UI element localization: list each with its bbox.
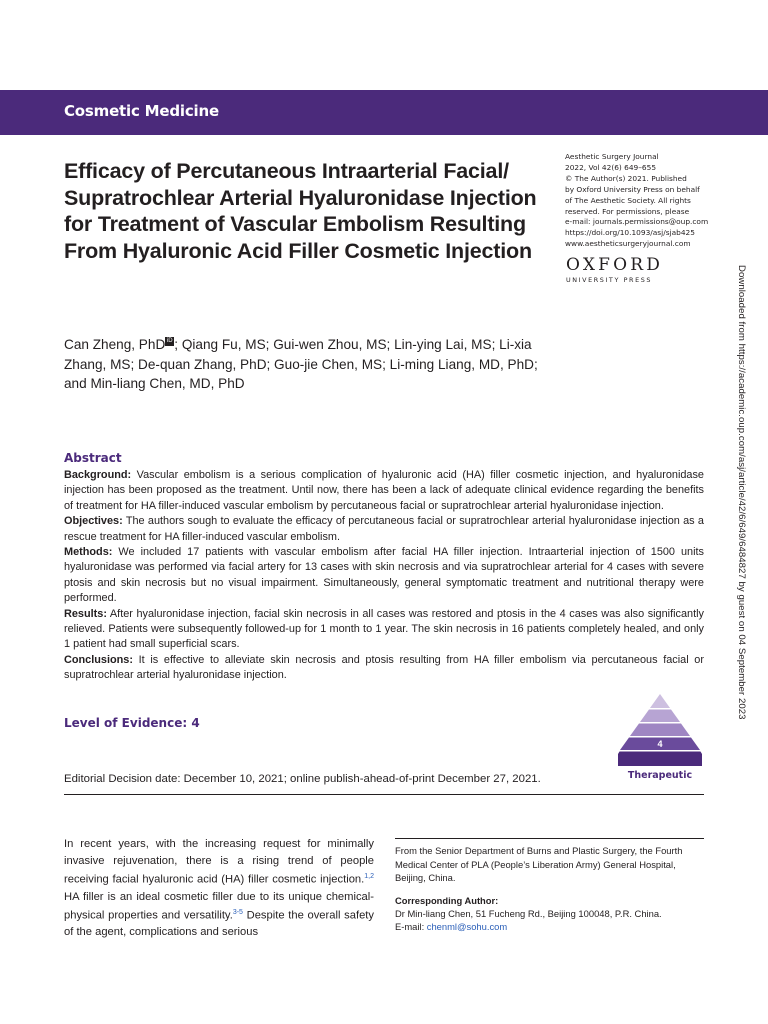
editorial-decision: Editorial Decision date: December 10, 2021; online publish-ahead-of-print December 27, 2021. bbox=[64, 773, 541, 785]
journal-info-line[interactable]: www.aestheticsurgeryjournal.com bbox=[565, 239, 691, 249]
abstract-section-label: Background: bbox=[64, 469, 132, 481]
journal-info-line: by Oxford University Press on behalf bbox=[565, 184, 700, 194]
pyramid-level-number: 4 bbox=[657, 739, 663, 749]
abstract-section-label: Conclusions: bbox=[64, 653, 133, 666]
citation-link[interactable]: 3-5 bbox=[232, 909, 243, 917]
abstract-background bbox=[64, 468, 704, 514]
abstract-heading: Abstract bbox=[64, 451, 122, 465]
abstract-section-text: We included 17 patients with vascular embolism after facial HA filler injection. Intraarterial injection of 1500 units hyaluronidase was performed via facial artery for 13 cases with skin necrosis and via supratrochlear arterial for 4 cases with severe ptosis and skin necrosis but no visual impairment. Simultaneously, general symptomatic treatment and nutritional therapy were performed. bbox=[64, 546, 704, 605]
oxford-logo-sub: UNIVERSITY PRESS bbox=[566, 276, 653, 284]
orcid-icon[interactable]: iD bbox=[166, 338, 173, 344]
intro-text: In recent years, with the increasing request for minimally invasive rejuvenation, there is a rising trend of people receiving facial hyaluronic acid (HA) filler cosmetic injection. bbox=[64, 838, 374, 886]
divider bbox=[64, 794, 704, 795]
affiliation: From the Senior Department of Burns and Plastic Surgery, the Fourth Medical Center of PLA (People’s Liberation Army) General Hospital, Beijing, China. bbox=[395, 845, 683, 884]
journal-info bbox=[565, 152, 715, 250]
author-list bbox=[64, 335, 564, 394]
email-link[interactable]: chenml@sohu.com bbox=[426, 920, 508, 932]
corresponding-address: Dr Min-liang Chen, 51 Fucheng Rd., Beijing 100048, P.R. China. bbox=[395, 908, 662, 919]
journal-info-line[interactable]: https://doi.org/10.1093/asj/sjab425 bbox=[565, 228, 695, 238]
pyramid-tier-3 bbox=[630, 724, 690, 737]
abstract-section-label: Methods: bbox=[64, 546, 113, 559]
section-banner bbox=[0, 90, 768, 135]
pyramid-tier-2 bbox=[640, 710, 680, 723]
oxford-logo: OXFORD bbox=[566, 255, 664, 275]
abstract-section-text: After hyaluronidase injection, facial skin necrosis in all cases was restored and ptosis in the 4 cases was also significantly relieved. Patients were subsequently followed-up for 1 month to 1 year. The skin necrosis in 16 patients completely healed, and only 1 patient had small superficial scars. bbox=[64, 607, 704, 651]
article-title: Efficacy of Percutaneous Intraarterial Facial/ Supratrochlear Arterial Hyaluronidase Injection for Treatment of Vascular Embolism Resulting From Hyaluronic Acid Filler Cosmetic Injection bbox=[64, 159, 537, 263]
journal-info-line: of The Aesthetic Society. All rights bbox=[565, 195, 691, 205]
section-title: Cosmetic Medicine bbox=[64, 102, 219, 120]
abstract-section-label: Objectives: bbox=[64, 515, 123, 528]
other-authors: ; Qiang Fu, MS; Gui-wen Zhou, MS; Lin-ying Lai, MS; Li-xia Zhang, MS; De-quan Zhang, PhD; Guo-jie Chen, MS; Li-ming Liang, MD, PhD; and Min-liang Chen, MD, PhD bbox=[64, 337, 538, 391]
abstract-section-label: Results: bbox=[64, 607, 107, 620]
email-label: E-mail: bbox=[395, 920, 427, 932]
abstract-section-text: Vascular embolism is a serious complication of hyaluronic acid (HA) filler cosmetic injection, and hyaluronidase injection has been proposed as the treatment. Until now, there has been a lack of adequate clinical evidence regarding the benefits of treatment for HA filler-induced vascular embolism by percutaneous facial or supratrochlear arterial hyaluronidase injection. bbox=[64, 469, 704, 512]
abstract-objectives bbox=[64, 514, 704, 545]
journal-info-line: reserved. For permissions, please bbox=[565, 206, 690, 216]
pyramid-caption: Therapeutic bbox=[627, 770, 693, 781]
abstract-conclusions bbox=[64, 653, 704, 684]
citation-link[interactable]: 1,2 bbox=[364, 873, 374, 881]
abstract-body bbox=[64, 468, 704, 684]
first-author: Can Zheng, PhD bbox=[64, 337, 166, 352]
journal-info-line: Aesthetic Surgery Journal bbox=[565, 152, 659, 161]
evidence-pyramid-icon bbox=[618, 692, 702, 770]
journal-info-line: © The Author(s) 2021. Published bbox=[565, 173, 687, 183]
divider bbox=[395, 838, 704, 839]
pyramid-tier-1 bbox=[650, 694, 670, 708]
download-watermark: Downloaded from https://academic.oup.com/asj/article/42/6/649/6484827 by guest on 04 September 2023 bbox=[736, 265, 747, 720]
abstract-section-text: It is effective to alleviate skin necrosis and ptosis resulting from HA filler embolism via percutaneous facial or supratrochlear arterial hyaluronidase injection. bbox=[64, 653, 704, 682]
journal-info-line: e-mail: journals.permissions@oup.com bbox=[565, 217, 709, 227]
intro-text: Despite the overall safety of the agent, complications and serious bbox=[64, 909, 374, 939]
level-of-evidence: Level of Evidence: 4 bbox=[64, 716, 200, 730]
pyramid-tier-5 bbox=[618, 752, 702, 767]
intro-paragraph bbox=[64, 836, 374, 941]
abstract-section-text: The authors sough to evaluate the efficacy of percutaneous facial or supratrochlear arterial hyaluronidase injection as a rescue treatment for HA filler-induced vascular embolism. bbox=[64, 515, 704, 543]
corresponding-author-heading: Corresponding Author: bbox=[395, 895, 499, 906]
corresponding-email-line bbox=[395, 921, 705, 934]
abstract-methods bbox=[64, 545, 704, 607]
abstract-results bbox=[64, 607, 704, 653]
intro-text: HA filler is an ideal cosmetic filler due to its unique chemical-physical properties and versatility. bbox=[64, 890, 374, 922]
journal-info-line: 2022, Vol 42(6) 649–655 bbox=[565, 162, 657, 172]
corresponding-author bbox=[395, 908, 705, 933]
